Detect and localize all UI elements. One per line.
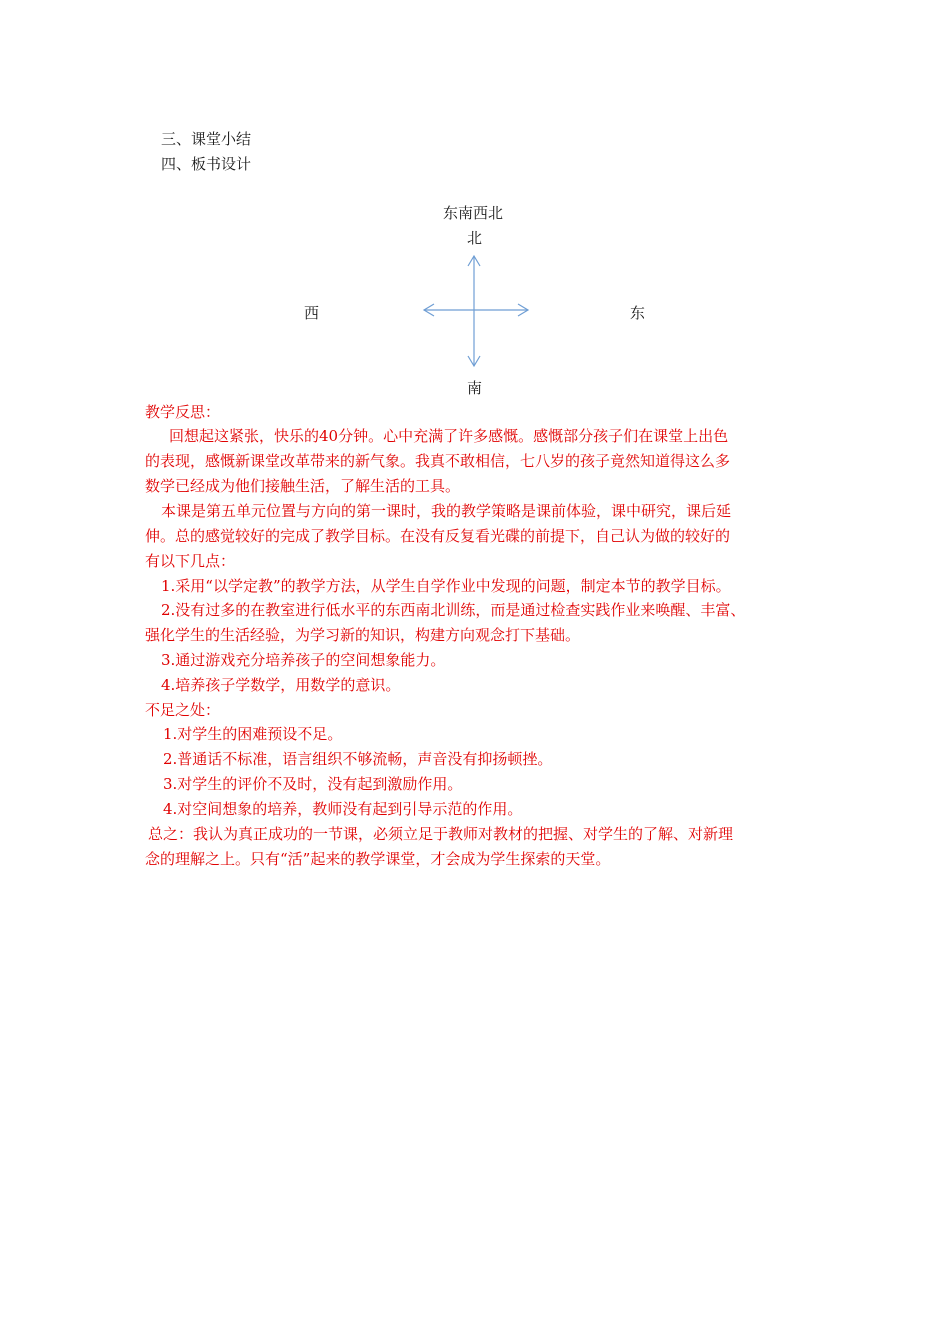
reflection-line: 有以下几点： — [145, 552, 236, 570]
shortcoming-item: 2.普通话不标准，语言组织不够流畅，声音没有抑扬顿挫。 — [163, 750, 553, 768]
reflection-line: 数学已经成为他们接触生活，了解生活的工具。 — [145, 477, 461, 495]
shortcoming-item: 1.对学生的困难预设不足。 — [163, 725, 343, 743]
shortcoming-item: 3.对学生的评价不及时，没有起到激励作用。 — [163, 775, 463, 793]
north-label: 北 — [467, 229, 483, 247]
reflection-line: 强化学生的生活经验，为学习新的知识，构建方向观念打下基础。 — [145, 626, 581, 644]
east-label: 东 — [630, 304, 646, 322]
reflection-point: 1.采用“以学定教”的教学方法，从学生自学作业中发现的问题，制定本节的教学目标。 — [161, 577, 731, 595]
reflection-point: 3.通过游戏充分培养孩子的空间想象能力。 — [161, 651, 446, 669]
reflection-line: 的表现，感慨新课堂改革带来的新气象。我真不敢相信，七八岁的孩子竟然知道得这么多 — [145, 452, 731, 470]
summary-line: 念的理解之上。只有“活”起来的教学课堂，才会成为学生探索的天堂。 — [145, 850, 611, 868]
section-heading-board-design: 四、板书设计 — [161, 155, 252, 173]
shortcomings-heading: 不足之处： — [145, 701, 221, 719]
reflection-line: 回想起这紧张，快乐的40分钟。心中充满了许多感慨。感慨部分孩子们在课堂上出色 — [169, 427, 729, 445]
reflection-line: 本课是第五单元位置与方向的第一课时，我的教学策略是课前体验，课中研究，课后延 — [161, 502, 732, 520]
compass-cross-diagram — [420, 252, 532, 370]
south-label: 南 — [467, 379, 483, 397]
shortcoming-item: 4.对空间想象的培养，教师没有起到引导示范的作用。 — [163, 800, 523, 818]
west-label: 西 — [304, 304, 320, 322]
reflection-point: 4.培养孩子学数学，用数学的意识。 — [161, 676, 401, 694]
reflection-heading: 教学反思： — [145, 403, 221, 421]
reflection-point: 2.没有过多的在教室进行低水平的东西南北训练，而是通过检查实践作业来唤醒、丰富、 — [161, 601, 746, 619]
reflection-line: 伸。总的感觉较好的完成了教学目标。在没有反复看光碟的前提下，自己认为做的较好的 — [145, 527, 731, 545]
section-heading-summary: 三、课堂小结 — [161, 130, 252, 148]
board-title: 东南西北 — [443, 204, 504, 222]
summary-line: 总之：我认为真正成功的一节课，必须立足于教师对教材的把握、对学生的了解、对新理 — [148, 825, 734, 843]
